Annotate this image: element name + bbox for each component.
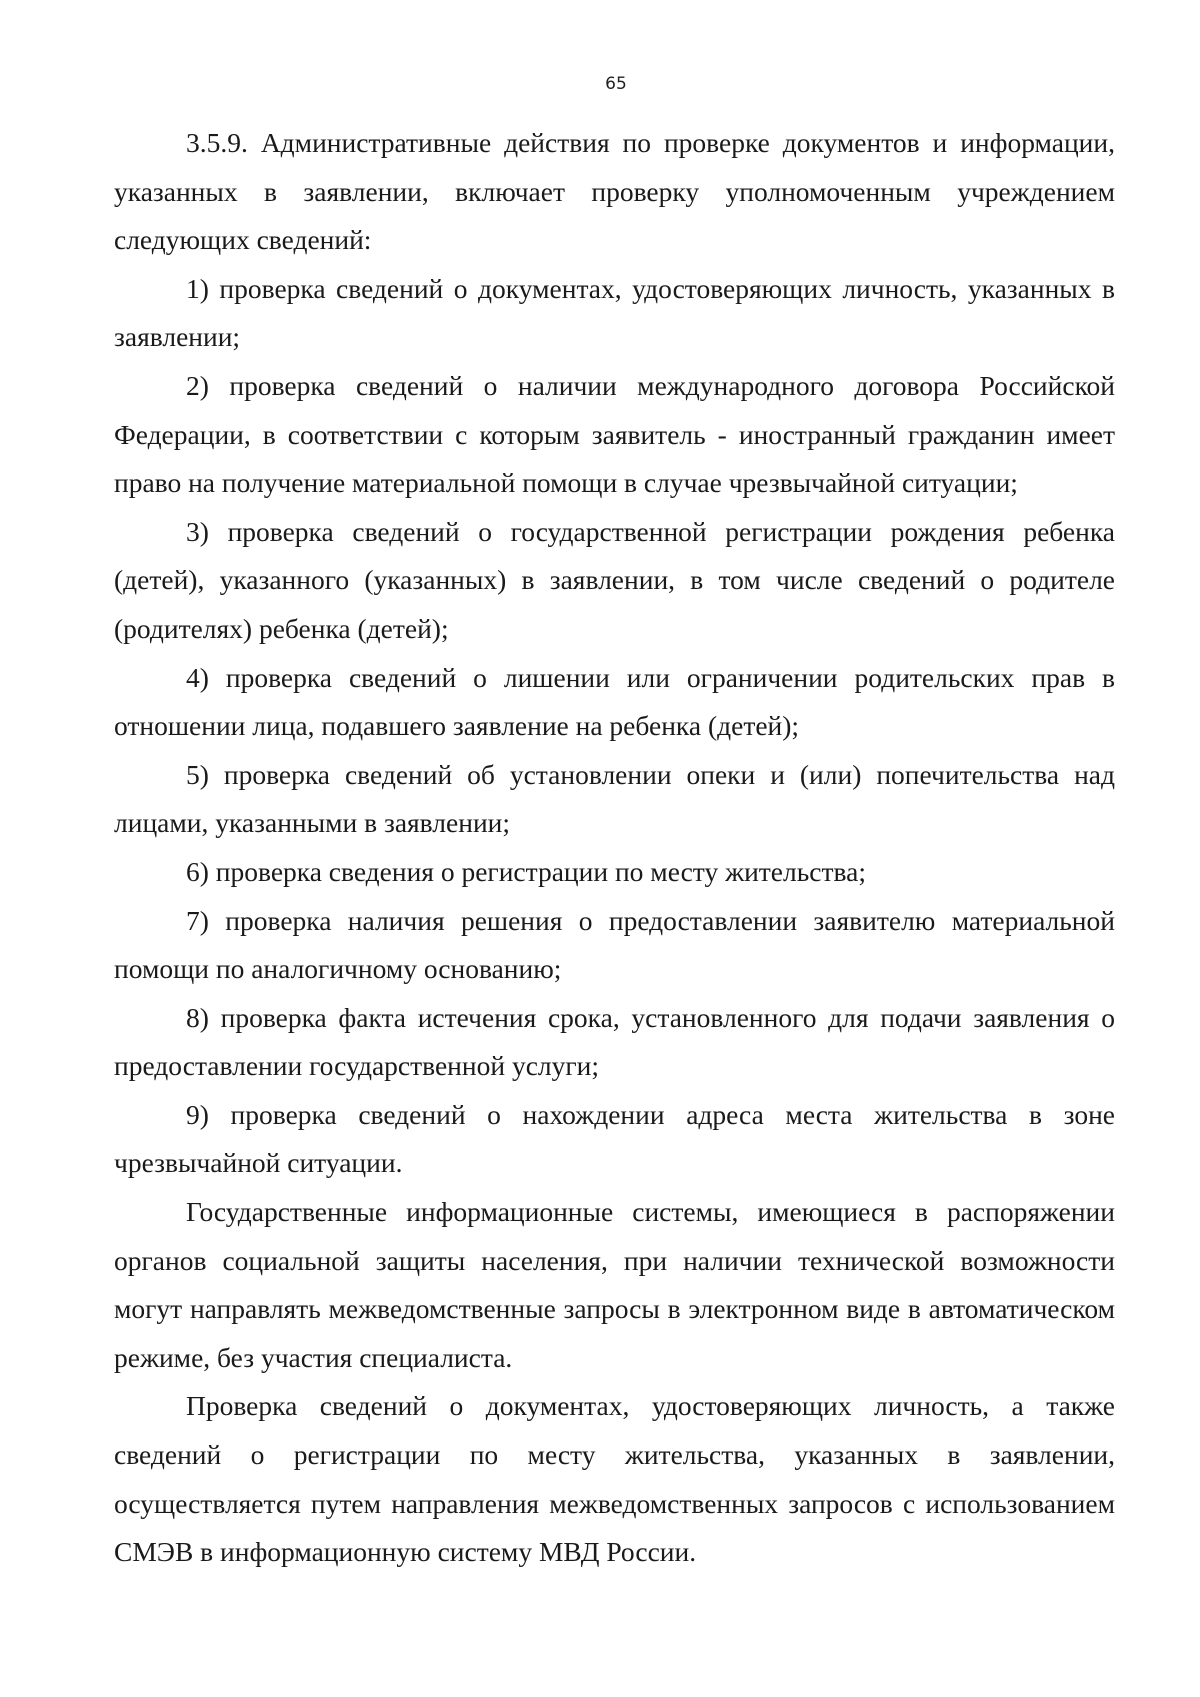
- list-item-6: 6) проверка сведения о регистрации по месту жительства;: [186, 855, 866, 887]
- list-item-5: 5) проверка сведений об установлении опеки и (или) попечительства над лицами, указанными в заявлении;: [114, 758, 1115, 839]
- paragraph-verification-smev: Проверка сведений о документах, удостоверяющих личность, а также сведений о регистрации по месту жительства, указанных в заявлении, осуществляется путем направления межведомственных запросов с использованием СМЭВ в информационную систему МВД России.: [114, 1390, 1115, 1568]
- paragraph-3-5-9: 3.5.9. Административные действия по проверке документов и информации, указанных в заявлении, включает проверку уполномоченным учреждением следующих сведений:: [114, 127, 1115, 256]
- list-item-2: 2) проверка сведений о наличии международного договора Российской Федерации, в соответствии с которым заявитель - иностранный гражданин имеет право на получение материальной помощи в случае чрезвычайной ситуации;: [114, 369, 1115, 499]
- list-item-1: 1) проверка сведений о документах, удостоверяющих личность, указанных в заявлении;: [114, 272, 1115, 353]
- list-item-4: 4) проверка сведений о лишении или ограничении родительских прав в отношении лица, подавшего заявление на ребенка (детей);: [114, 661, 1115, 742]
- paragraph-information-systems: Государственные информационные системы, имеющиеся в распоряжении органов социальной защиты населения, при наличии технической возможности могут направлять межведомственные запросы в электронном виде в автоматическом режиме, без участия специалиста.: [114, 1196, 1115, 1373]
- list-item-9: 9) проверка сведений о нахождении адреса места жительства в зоне чрезвычайной ситуации.: [114, 1098, 1115, 1179]
- document-body: [114, 119, 1115, 1577]
- list-item-7: 7) проверка наличия решения о предоставлении заявителю материальной помощи по аналогичному основанию;: [114, 904, 1115, 985]
- page-number: 65: [605, 74, 627, 94]
- list-item-8: 8) проверка факта истечения срока, установленного для подачи заявления о предоставлении государственной услуги;: [114, 1001, 1115, 1082]
- list-item-3: 3) проверка сведений о государственной регистрации рождения ребенка (детей), указанного (указанных) в заявлении, в том числе сведений о родителе (родителях) ребенка (детей);: [114, 515, 1115, 644]
